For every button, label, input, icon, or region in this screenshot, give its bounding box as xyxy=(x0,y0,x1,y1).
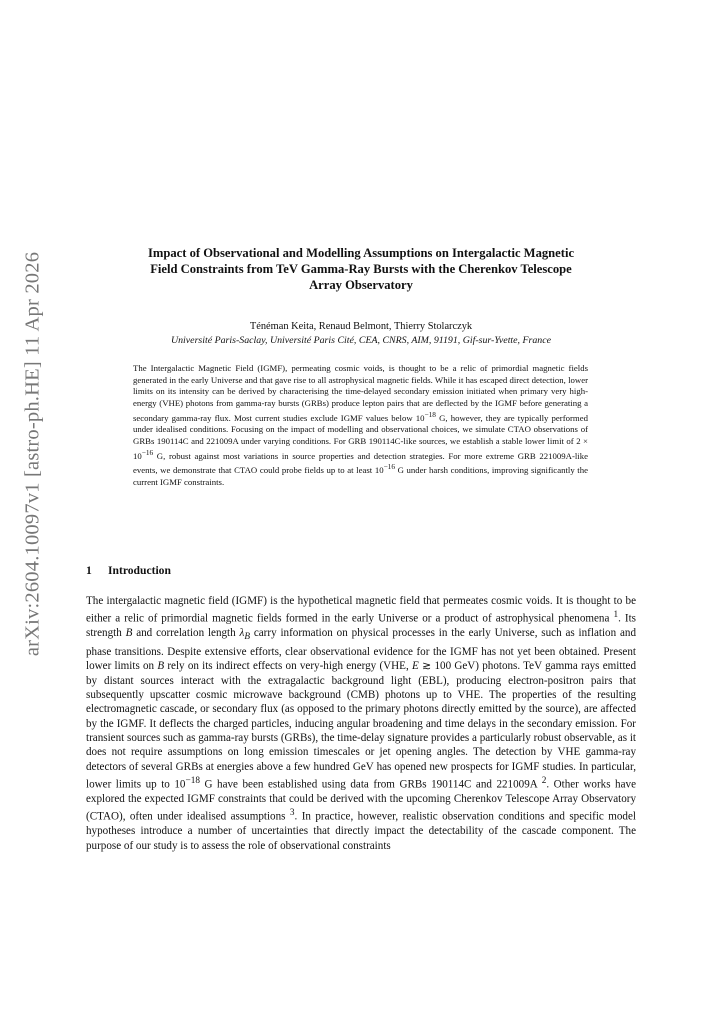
arxiv-identifier: arXiv:2604.10097v1 [astro-ph.HE] 11 Apr 2026 xyxy=(21,251,44,657)
author-list: Ténéman Keita, Renaud Belmont, Thierry Stolarczyk xyxy=(249,321,473,332)
section-number: 1 xyxy=(86,564,92,577)
citation-ref: 2 xyxy=(541,776,547,787)
arxiv-sidebar-stamp xyxy=(21,251,45,657)
title-line: Array Observatory xyxy=(309,278,413,292)
section-title: Introduction xyxy=(108,564,171,577)
introduction-paragraph: The intergalactic magnetic field (IGMF) is the hypothetical magnetic field that permeates cosmic voids. It is thought to be either a relic of primordial magnetic fields formed in the early Universe or a product of astrophysical phenomena $^1$. Its strength B and correlation length $\lambda_B$ carry information on physical processes in the early Universe, such as inflation and phase transitions. Despite extensive efforts, clear observational evidence for the IGMF has not yet been obtained. Present lower limits on B rely on its indirect effects on very-high energy (VHE, E ≳ 100 GeV) photons. TeV gamma rays emitted by distant sources interact with the extragalactic background light (EBL), producing electron-positron pairs that subsequently upscatter cosmic microwave background (CMB) photons up to VHE. The properties of the resulting electromagnetic cascade, or secondary flux (as opposed to the primary photons directly emitted by the source), are affected by the IGMF. It deflects the charged particles, inducing angular broadening and time delays in the secondary emission. For transient sources such as gamma-ray bursts (GRBs), the time-delay signature provides a particularly robust observable, as it does not require assumptions on long emission timescales or jet opening angles. The detection by VHE gamma-ray detectors of several GRBs at energies above a few hundred GeV has opened new prospects for IGMF studies. In particular, lower limits up to $10^{-18}$ G have been established using data from GRBs 190114C and 221009A $^2$. Other works have explored the expected IGMF constraints that could be derived with the upcoming Cherenkov Telescope Array Observatory (CTAO), often under idealised assumptions $^3$. In practice, however, realistic observation conditions and specific model hypotheses introduce a number of uncertainties that directly impact the detectability of the cascade component. The purpose of our study is to assess the role of observational constraints xyxy=(86,595,637,852)
title-line: Impact of Observational and Modelling Assumptions on Intergalactic Magnetic xyxy=(147,246,575,260)
abstract: The Intergalactic Magnetic Field (IGMF), permeating cosmic voids, is thought to be a relic of primordial magnetic fields generated in the early Universe and that gave rise to all astrophysical magnetic fields. While it has escaped direct detection, lower limits on its intensity can be derived by characterising the time-delayed secondary emission initiated when primary very high-energy (VHE) photons from gamma-ray bursts (GRBs) produce lepton pairs that are deflected by the IGMF before generating a secondary gamma-ray flux. Most current studies exclude IGMF values below $10^{-18}$ G, however, they are typically performed under idealised conditions. Focusing on the impact of modelling and observational choices, we simulate CTAO observations of GRBs 190114C and 221009A under varying conditions. For GRB 190114C-like sources, we establish a stable lower limit of $2 \times 10^{-16}$ G, robust against most variations in source properties and detection strategies. For more extreme GRB 221009A-like events, we demonstrate that CTAO could probe fields up to at least $10^{-16}$ G under harsh conditions, improving significantly the current IGMF constraints. xyxy=(133,363,588,488)
citation-ref: 1 xyxy=(613,610,619,621)
section-heading xyxy=(86,564,171,577)
citation-ref: 3 xyxy=(289,808,295,819)
paper-title xyxy=(86,245,636,293)
affiliation: Université Paris-Saclay, Université Paris Cité, CEA, CNRS, AIM, 91191, Gif-sur-Yvette, France xyxy=(170,335,552,346)
title-line: Field Constraints from TeV Gamma-Ray Bursts with the Cherenkov Telescope xyxy=(150,262,572,276)
